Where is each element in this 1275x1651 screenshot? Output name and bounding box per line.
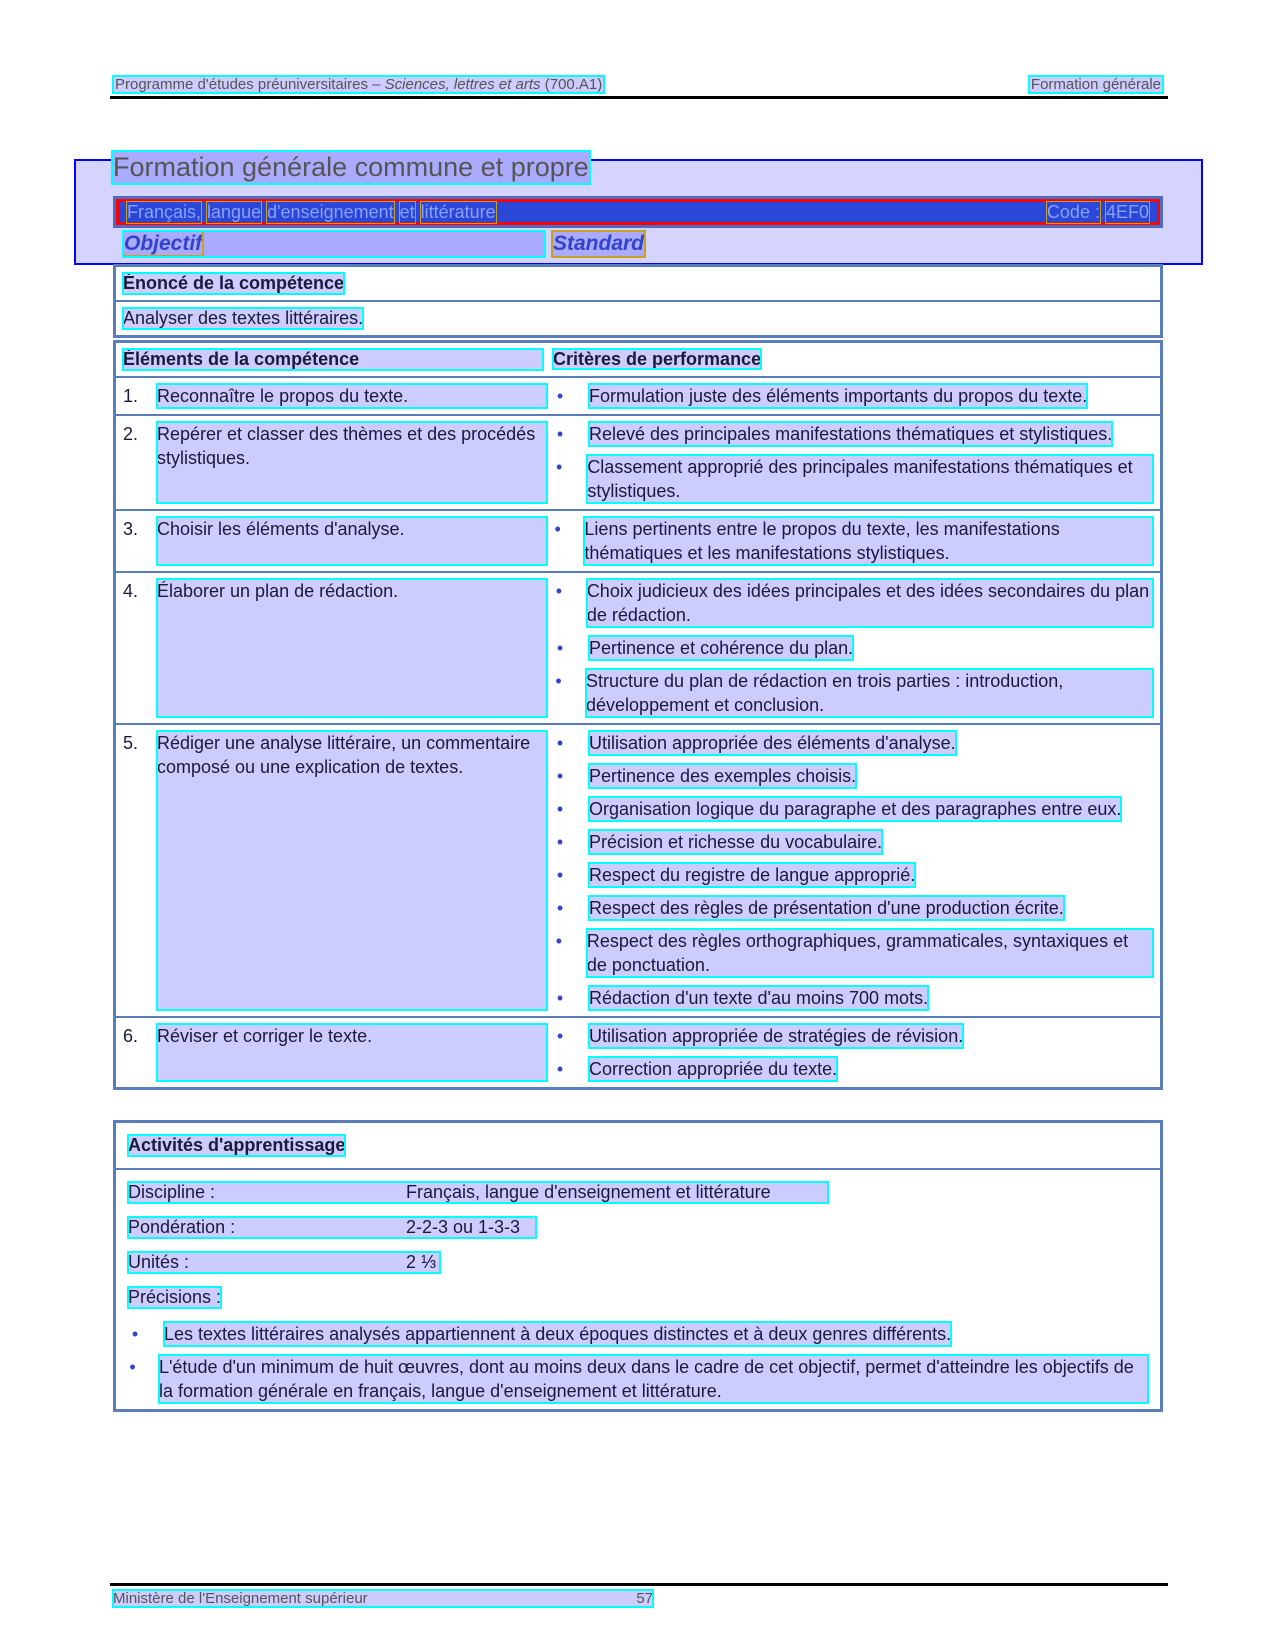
section-name: Formation générale: [1030, 76, 1161, 93]
bullet-icon: •: [131, 1324, 139, 1344]
objective-label: Objectif: [124, 232, 544, 256]
page-title: Formation générale commune et propre: [113, 152, 589, 182]
bullet-icon: •: [555, 671, 562, 691]
criterion-text: Correction appropriée du texte.: [589, 1059, 838, 1079]
course-bar: [113, 196, 1163, 228]
criterion-text: Liens pertinents entre le propos du texte, les manifestations thématiques et les manifestations stylistiques.: [584, 517, 1153, 565]
competence-row: [116, 571, 1160, 723]
enonce-text: Analyser des textes littéraires.: [123, 308, 364, 328]
bullet-icon: •: [556, 386, 564, 406]
enonce-heading: Énoncé de la compétence: [123, 273, 345, 293]
ponderation-value: 2-2-3 ou 1-3-3: [406, 1217, 521, 1237]
enonce-table: [113, 264, 1163, 338]
course-word: d'enseignement: [267, 201, 394, 222]
competence-row: [116, 1016, 1160, 1087]
footer-rule: [110, 1583, 1168, 1586]
bullet-icon: •: [556, 832, 564, 852]
unites-value: 2 ⅓: [406, 1252, 437, 1272]
element-number: 6.: [123, 1026, 139, 1046]
competence-row: [116, 509, 1160, 571]
precisions-label: Précisions :: [128, 1287, 222, 1307]
criteria-heading: Critères de performance: [553, 349, 762, 369]
bullet-icon: •: [556, 1059, 564, 1079]
criterion-text: Utilisation appropriée de stratégies de révision.: [589, 1026, 964, 1046]
criterion-text: Respect des règles de présentation d'une production écrite.: [589, 898, 1064, 918]
bullet-icon: •: [556, 766, 564, 786]
criterion-text: Formulation juste des éléments importants du propos du texte.: [589, 386, 1088, 406]
bullet-icon: •: [556, 424, 564, 444]
bullet-icon: •: [556, 865, 564, 885]
course-code: 4EF0: [1105, 201, 1149, 222]
bullet-icon: •: [129, 1357, 136, 1377]
bullet-icon: •: [556, 898, 564, 918]
page-footer: [113, 1590, 653, 1607]
bullet-icon: •: [556, 638, 564, 658]
bullet-icon: •: [555, 581, 563, 601]
element-text: Élaborer un plan de rédaction.: [157, 579, 547, 717]
precision-item: Les textes littéraires analysés appartiennent à deux époques distinctes et à deux genres différents.: [164, 1324, 952, 1344]
bullet-icon: •: [556, 988, 564, 1008]
element-number: 4.: [123, 581, 139, 601]
bullet-icon: •: [556, 799, 564, 819]
course-word: langue: [207, 201, 262, 222]
activities-table: [113, 1120, 1163, 1412]
criterion-text: Classement approprié des principales manifestations thématiques et stylistiques.: [587, 455, 1153, 503]
unites-label: Unités :: [128, 1252, 190, 1272]
criterion-text: Pertinence des exemples choisis.: [589, 766, 857, 786]
criterion-text: Relevé des principales manifestations thématiques et stylistiques.: [589, 424, 1113, 444]
competence-row: [116, 723, 1160, 1016]
precision-item: L'étude d'un minimum de huit œuvres, dont au moins deux dans le cadre de cet objectif, permet d'atteindre les objectifs de la formation générale en français, langue d'enseignement et littérature.: [159, 1355, 1148, 1403]
ponderation-label: Pondération :: [128, 1217, 236, 1237]
course-word: Français,: [127, 201, 202, 222]
activities-heading: Activités d'apprentissage: [128, 1135, 346, 1155]
element-number: 2.: [123, 424, 139, 444]
discipline-value: Français, langue d'enseignement et littérature: [406, 1182, 771, 1202]
element-number: 3.: [123, 519, 139, 539]
standard-label: Standard: [553, 232, 645, 255]
bullet-icon: •: [556, 457, 563, 477]
competence-row: [116, 376, 1160, 414]
elements-heading: Éléments de la compétence: [123, 349, 543, 370]
header-rule: [110, 96, 1168, 99]
program-title: Programme d'études préuniversitaires – Sciences, lettres et arts (700.A1): [115, 76, 603, 93]
bullet-icon: •: [554, 519, 561, 539]
criterion-text: Organisation logique du paragraphe et des paragraphes entre eux.: [589, 799, 1122, 819]
criterion-text: Pertinence et cohérence du plan.: [589, 638, 854, 658]
element-number: 5.: [123, 733, 139, 753]
elements-table: [113, 340, 1163, 1090]
page-header: [113, 76, 1163, 93]
element-text: Rédiger une analyse littéraire, un commentaire composé ou une explication de textes.: [157, 731, 547, 1010]
bullet-icon: •: [556, 1026, 564, 1046]
element-text: Reconnaître le propos du texte.: [157, 384, 547, 408]
page-number: 57: [636, 1590, 653, 1607]
ministry-name: Ministère de l'Enseignement supérieur: [113, 1590, 368, 1607]
criterion-text: Respect du registre de langue approprié.: [589, 865, 916, 885]
criterion-text: Rédaction d'un texte d'au moins 700 mots.: [589, 988, 929, 1008]
element-text: Choisir les éléments d'analyse.: [157, 517, 547, 565]
criterion-text: Structure du plan de rédaction en trois parties : introduction, développement et conclusion.: [586, 669, 1153, 717]
criterion-text: Respect des règles orthographiques, grammaticales, syntaxiques et de ponctuation.: [587, 929, 1153, 977]
course-word: et: [399, 201, 415, 222]
element-text: Repérer et classer des thèmes et des procédés stylistiques.: [157, 422, 547, 503]
criterion-text: Choix judicieux des idées principales et des idées secondaires du plan de rédaction.: [587, 579, 1153, 627]
course-word: littérature: [420, 201, 496, 222]
code-label: Code :: [1046, 201, 1100, 222]
criterion-text: Utilisation appropriée des éléments d'analyse.: [589, 733, 956, 753]
bullet-icon: •: [555, 931, 563, 951]
competence-row: [116, 414, 1160, 509]
element-text: Réviser et corriger le texte.: [157, 1024, 547, 1081]
bullet-icon: •: [556, 733, 564, 753]
discipline-label: Discipline :: [128, 1182, 216, 1202]
element-number: 1.: [123, 386, 139, 406]
criterion-text: Précision et richesse du vocabulaire.: [589, 832, 883, 852]
